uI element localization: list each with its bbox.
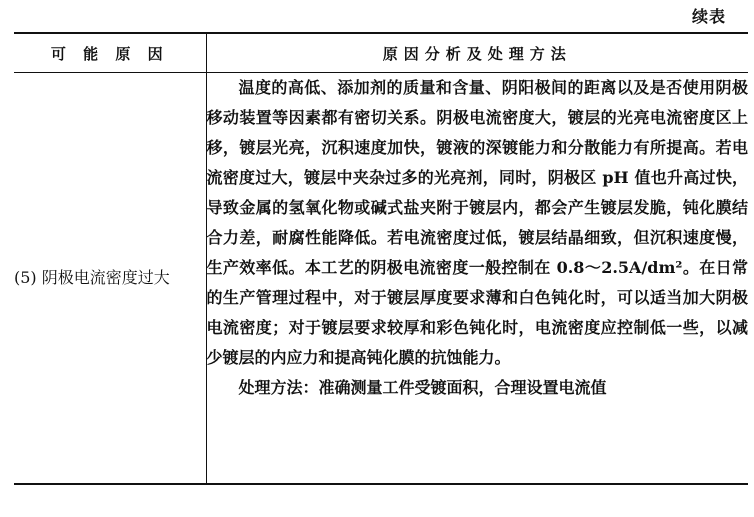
continued-label: 续表 xyxy=(691,7,726,26)
treatment-method-text: 准确测量工件受镀面积，合理设置电流值 xyxy=(318,378,607,397)
header-possible-cause: 可 能 原 因 xyxy=(14,33,206,73)
cause-cell xyxy=(14,73,206,485)
analysis-cell xyxy=(206,73,748,485)
treatment-method xyxy=(207,373,749,403)
analysis-text: 温度的高低、添加剂的质量和含量、阴阳极间的距离以及是否使用阴极移动装置等因素都有密切关系。阴极电流密度大，镀层的光亮电流密度区上移，镀层光亮，沉积速度加快，镀液的深镀能力和分散能力有所提高。若电流密度过大，镀层中夹杂过多的光亮剂，同时，阴极区 pH 值也升高过快，导致金属的氢氧化物或碱式盐夹附于镀层内，都会产生镀层发脆，钝化膜结合力差，耐腐性能降低。若电流密度过低，镀层结晶细致，但沉积速度慢，生产效率低。本工艺的阴极电流密度一般控制在 0.8～2.5A/dm²。在日常的生产管理过程中，对于镀层厚度要求薄和白色钝化时，可以适当加大阴极电流密度；对于镀层要求较厚和彩色钝化时，电流密度应控制低一些，以减少镀层的内应力和提高钝化膜的抗蚀能力。 xyxy=(206,78,748,367)
table-header-row xyxy=(14,33,748,73)
cause-text: (5) 阴极电流密度过大 xyxy=(14,268,170,287)
treatment-method-label: 处理方法： xyxy=(238,378,319,397)
header-analysis-and-treatment: 原因分析及处理方法 xyxy=(206,33,748,73)
table-row xyxy=(14,73,748,485)
cause-analysis-table xyxy=(14,32,748,485)
